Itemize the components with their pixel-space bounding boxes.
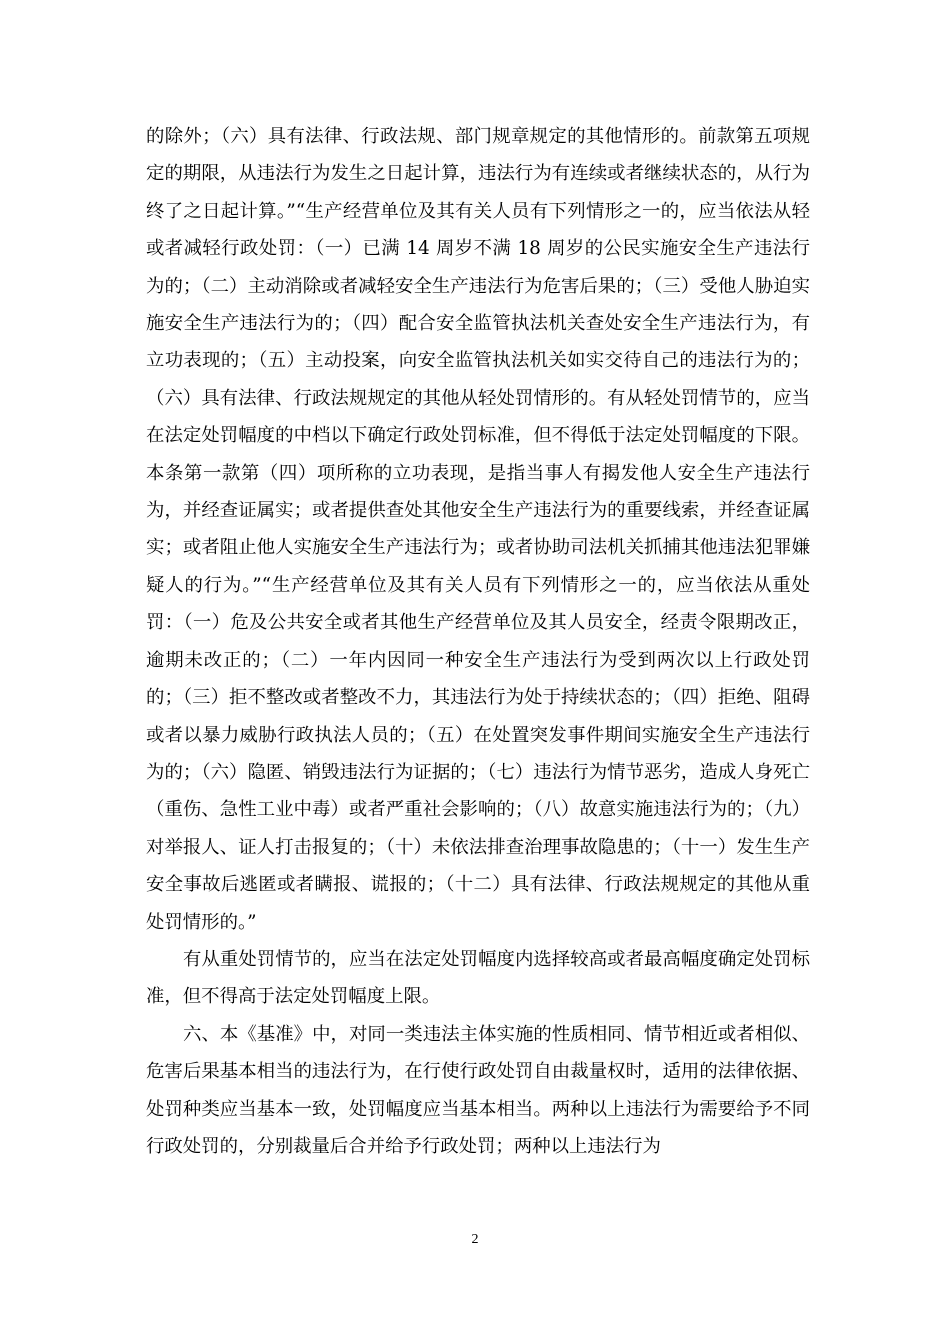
paragraph-continued-clauses: 的除外；（六）具有法律、行政法规、部门规章规定的其他情形的。前款第五项规定的期限，从违法行为发生之日起计算，违法行为有连续或者继续状态的，从行为终了之日起计算。”“生产经营单位及其有关人员有下列情形之一的，应当依法从轻或者减轻行政处罚：（一）已满 14 周岁不满 18 周岁的公民实施安全生产违法行为的；（二）主动消除或者减轻安全生产违法行为危害后果的；（三）受他人胁迫实施安全生产违法行为的；（四）配合安全监管执法机关查处安全生产违法行为，有立功表现的；（五）主动投案，向安全监管执法机关如实交待自己的违法行为的；（六）具有法律、行政法规规定的其他从轻处罚情形的。有从轻处罚情节的，应当在法定处罚幅度的中档以下确定行政处罚标准，但不得低于法定处罚幅度的下限。本条第一款第（四）项所称的立功表现，是指当事人有揭发他人安全生产违法行为，并经查证属实；或者提供查处其他安全生产违法行为的重要线索，并经查证属实；或者阻止他人实施安全生产违法行为；或者协助司法机关抓捕其他违法犯罪嫌疑人的行为。”“生产经营单位及其有关人员有下列情形之一的，应当依法从重处罚：（一）危及公共安全或者其他生产经营单位及其人员安全，经责令限期改正，逾期未改正的；（二）一年内因同一种安全生产违法行为受到两次以上行政处罚的；（三）拒不整改或者整改不力，其违法行为处于持续状态的；（四）拒绝、阻碍或者以暴力威胁行政执法人员的；（五）在处置突发事件期间实施安全生产违法行为的；（六）隐匿、销毁违法行为证据的；（七）违法行为情节恶劣，造成人身死亡（重伤、急性工业中毒）或者严重社会影响的；（八）故意实施违法行为的；（九）对举报人、证人打击报复的；（十）未依法排查治理事故隐患的；（十一）发生生产安全事故后逃匿或者瞒报、谎报的；（十二）具有法律、行政法规规定的其他从重处罚情形的。” <box>146 126 810 933</box>
paragraph-section-six: 六、本《基准》中，对同一类违法主体实施的性质相同、情节相近或者相似、危害后果基本相当的违法行为，在行使行政处罚自由裁量权时，适用的法律依据、处罚种类应当基本一致，处罚幅度应当基本相当。两种以上违法行为需要给予不同行政处罚的，分别裁量后合并给予行政处罚；两种以上违法行为 <box>146 1023 810 1157</box>
body-text <box>146 118 810 1165</box>
paragraph-aggravating-circumstances: 有从重处罚情节的，应当在法定处罚幅度内选择较高或者最高幅度确定处罚标准，但不得高于法定处罚幅度上限。 <box>146 948 810 1008</box>
page-number: 2 <box>471 1232 479 1247</box>
